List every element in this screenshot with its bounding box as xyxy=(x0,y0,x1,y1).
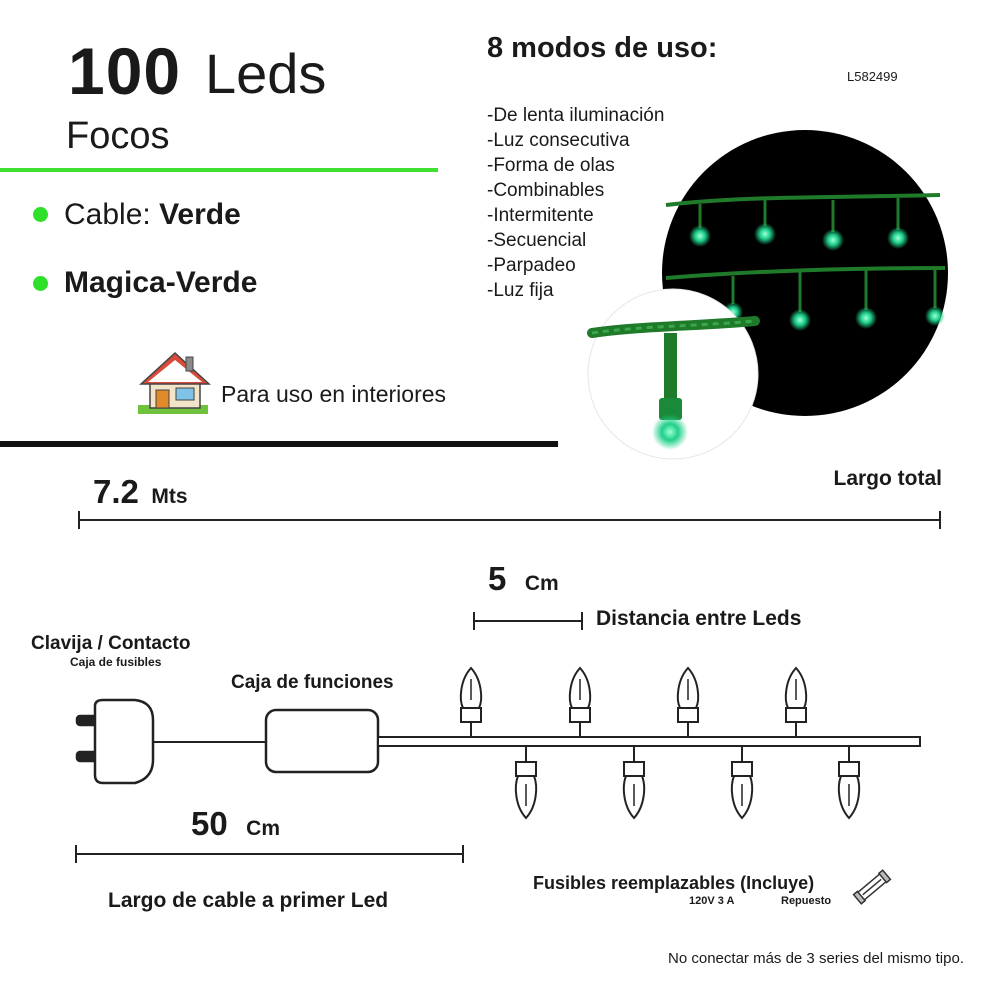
plug-label: Clavija / Contacto xyxy=(31,633,191,654)
fuse-rating: 120V 3 A xyxy=(689,895,735,907)
fuse-spare: Repuesto xyxy=(781,895,832,907)
mode-item: -Parpadeo xyxy=(487,255,576,276)
lead-length-unit: Cm xyxy=(246,817,281,840)
mode-item: -Secuencial xyxy=(487,230,587,251)
bulb-down-icon xyxy=(516,746,536,818)
lead-length-label: Largo de cable a primer Led xyxy=(108,889,389,912)
led-string-photo xyxy=(662,130,948,416)
led-count: 100 xyxy=(68,34,182,108)
plug-sublabel: Caja de fusibles xyxy=(70,655,162,669)
mode-item: -Intermitente xyxy=(487,205,594,226)
product-subtitle: Focos xyxy=(66,115,170,157)
mode-item: -De lenta iluminación xyxy=(487,105,665,126)
controller-box xyxy=(266,710,378,772)
bulb-up-icon xyxy=(786,668,806,737)
bullet-dot-icon xyxy=(33,276,48,291)
bulb-up-icon xyxy=(570,668,590,737)
led-spacing-value: 5 xyxy=(488,560,507,597)
led-spacing xyxy=(488,560,559,598)
total-length-unit: Mts xyxy=(151,485,188,508)
black-divider xyxy=(0,441,558,447)
bullet-dot-icon xyxy=(33,207,48,222)
house-icon xyxy=(138,353,209,414)
bulb-up-icon xyxy=(461,668,481,737)
modes-title: 8 modos de uso: xyxy=(487,32,718,64)
indoor-use-label: Para uso en interiores xyxy=(221,381,447,407)
lead-length-value: 50 xyxy=(191,805,228,842)
led-spacing-label: Distancia entre Leds xyxy=(596,607,802,630)
led-spacing-unit: Cm xyxy=(524,572,559,595)
plug-icon xyxy=(77,700,153,783)
led-count-unit: Leds xyxy=(205,42,327,105)
fuse-label: Fusibles reemplazables (Incluye) xyxy=(533,873,815,893)
cable-label: Cable: xyxy=(64,198,151,231)
bulb-down-icon xyxy=(839,746,859,818)
mode-item: -Forma de olas xyxy=(487,155,615,176)
mode-item: -Luz fija xyxy=(487,280,554,301)
effect-feature xyxy=(64,268,257,298)
series-warning: No conectar más de 3 series del mismo tipo. xyxy=(668,950,964,967)
led-closeup-photo xyxy=(588,289,758,459)
lead-length xyxy=(191,805,280,843)
light-string-cable xyxy=(378,737,920,746)
cable-color: Verde xyxy=(159,198,241,231)
bulb-up-icon xyxy=(678,668,698,737)
cable-feature xyxy=(64,200,241,230)
mode-item: -Luz consecutiva xyxy=(487,130,630,151)
led-bulbs xyxy=(461,668,859,818)
bulb-down-icon xyxy=(624,746,644,818)
fuse-icon xyxy=(854,870,891,904)
modes-list xyxy=(487,103,664,303)
effect-name: Magica-Verde xyxy=(64,266,258,299)
total-length-label: Largo total xyxy=(833,467,942,490)
green-divider xyxy=(0,168,438,172)
total-length-value: 7.2 xyxy=(93,473,139,510)
mode-item: -Combinables xyxy=(487,180,605,201)
bulb-down-icon xyxy=(732,746,752,818)
total-length xyxy=(93,473,188,511)
controller-label: Caja de funciones xyxy=(231,672,394,693)
product-sku: L582499 xyxy=(847,69,898,84)
